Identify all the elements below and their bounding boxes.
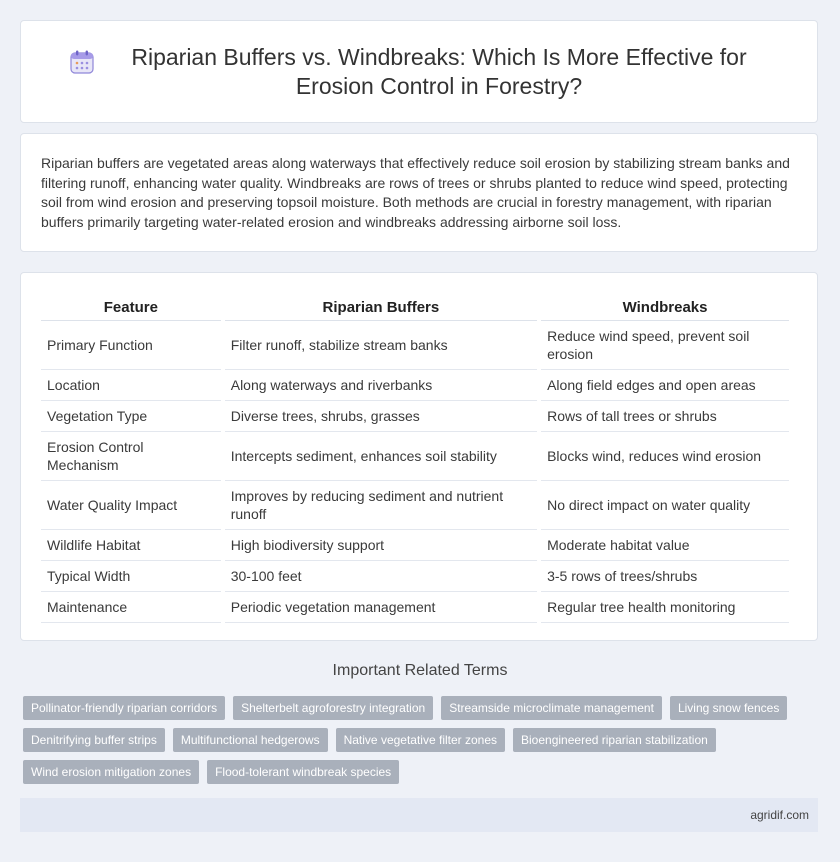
table-header-row — [41, 295, 789, 321]
related-term-tag[interactable]: Wind erosion mitigation zones — [23, 760, 199, 784]
table-cell-feature: Primary Function — [41, 321, 221, 370]
table-cell-feature: Typical Width — [41, 561, 221, 592]
table-row — [41, 432, 789, 481]
column-header-feature: Feature — [41, 295, 221, 321]
table-row — [41, 592, 789, 623]
table-row — [41, 321, 789, 370]
table-cell-windbreaks: Reduce wind speed, prevent soil erosion — [541, 321, 789, 370]
table-cell-windbreaks: No direct impact on water quality — [541, 481, 789, 530]
table-cell-riparian: Improves by reducing sediment and nutrient runoff — [225, 481, 537, 530]
table-cell-windbreaks: Blocks wind, reduces wind erosion — [541, 432, 789, 481]
table-cell-feature: Vegetation Type — [41, 401, 221, 432]
table-cell-riparian: Diverse trees, shrubs, grasses — [225, 401, 537, 432]
table-cell-feature: Erosion Control Mechanism — [41, 432, 221, 481]
related-term-tag[interactable]: Multifunctional hedgerows — [173, 728, 328, 752]
table-cell-windbreaks: Along field edges and open areas — [541, 370, 789, 401]
related-term-tag[interactable]: Shelterbelt agroforestry integration — [233, 696, 433, 720]
table-cell-riparian: 30-100 feet — [225, 561, 537, 592]
table-row — [41, 370, 789, 401]
table-cell-feature: Maintenance — [41, 592, 221, 623]
title-card — [20, 20, 818, 123]
table-cell-windbreaks: 3-5 rows of trees/shrubs — [541, 561, 789, 592]
column-header-windbreaks: Windbreaks — [541, 295, 789, 321]
table-row — [41, 401, 789, 432]
related-term-tag[interactable]: Bioengineered riparian stabilization — [513, 728, 716, 752]
column-header-riparian-buffers: Riparian Buffers — [225, 295, 537, 321]
footer-site-link[interactable]: agridif.com — [750, 808, 809, 822]
table-cell-riparian: Filter runoff, stabilize stream banks — [225, 321, 537, 370]
table-cell-feature: Location — [41, 370, 221, 401]
related-term-tag[interactable]: Native vegetative filter zones — [336, 728, 505, 752]
table-cell-riparian: Intercepts sediment, enhances soil stability — [225, 432, 537, 481]
table-cell-feature: Wildlife Habitat — [41, 530, 221, 561]
table-row — [41, 530, 789, 561]
page-title: Riparian Buffers vs. Windbreaks: Which Is More Effective for Erosion Control in Forestry? — [131, 43, 747, 99]
summary-paragraph: Riparian buffers are vegetated areas along waterways that effectively reduce soil erosion by stabilizing stream banks and filtering runoff, enhancing water quality. Windbreaks are rows of trees or shrubs planted to reduce wind speed, protecting soil from wind erosion and preserving topsoil moisture. Both methods are crucial in forestry management, with riparian buffers primarily targeting water-related erosion and windbreaks addressing airborne soil loss. — [41, 155, 790, 230]
table-cell-feature: Water Quality Impact — [41, 481, 221, 530]
table-cell-riparian: High biodiversity support — [225, 530, 537, 561]
related-term-tag[interactable]: Pollinator-friendly riparian corridors — [23, 696, 225, 720]
table-row — [41, 561, 789, 592]
summary-card — [20, 133, 818, 252]
table-cell-windbreaks: Rows of tall trees or shrubs — [541, 401, 789, 432]
table-cell-windbreaks: Moderate habitat value — [541, 530, 789, 561]
calendar-icon — [69, 49, 95, 75]
table-row — [41, 481, 789, 530]
table-cell-windbreaks: Regular tree health monitoring — [541, 592, 789, 623]
comparison-table-card — [20, 272, 818, 641]
related-terms-list — [23, 696, 813, 784]
table-cell-riparian: Along waterways and riverbanks — [225, 370, 537, 401]
related-term-tag[interactable]: Flood-tolerant windbreak species — [207, 760, 399, 784]
related-term-tag[interactable]: Streamside microclimate management — [441, 696, 662, 720]
table-cell-riparian: Periodic vegetation management — [225, 592, 537, 623]
footer — [20, 798, 818, 832]
related-term-tag[interactable]: Living snow fences — [670, 696, 787, 720]
related-terms-heading: Important Related Terms — [332, 662, 508, 679]
related-term-tag[interactable]: Denitrifying buffer strips — [23, 728, 165, 752]
comparison-table — [37, 295, 793, 623]
